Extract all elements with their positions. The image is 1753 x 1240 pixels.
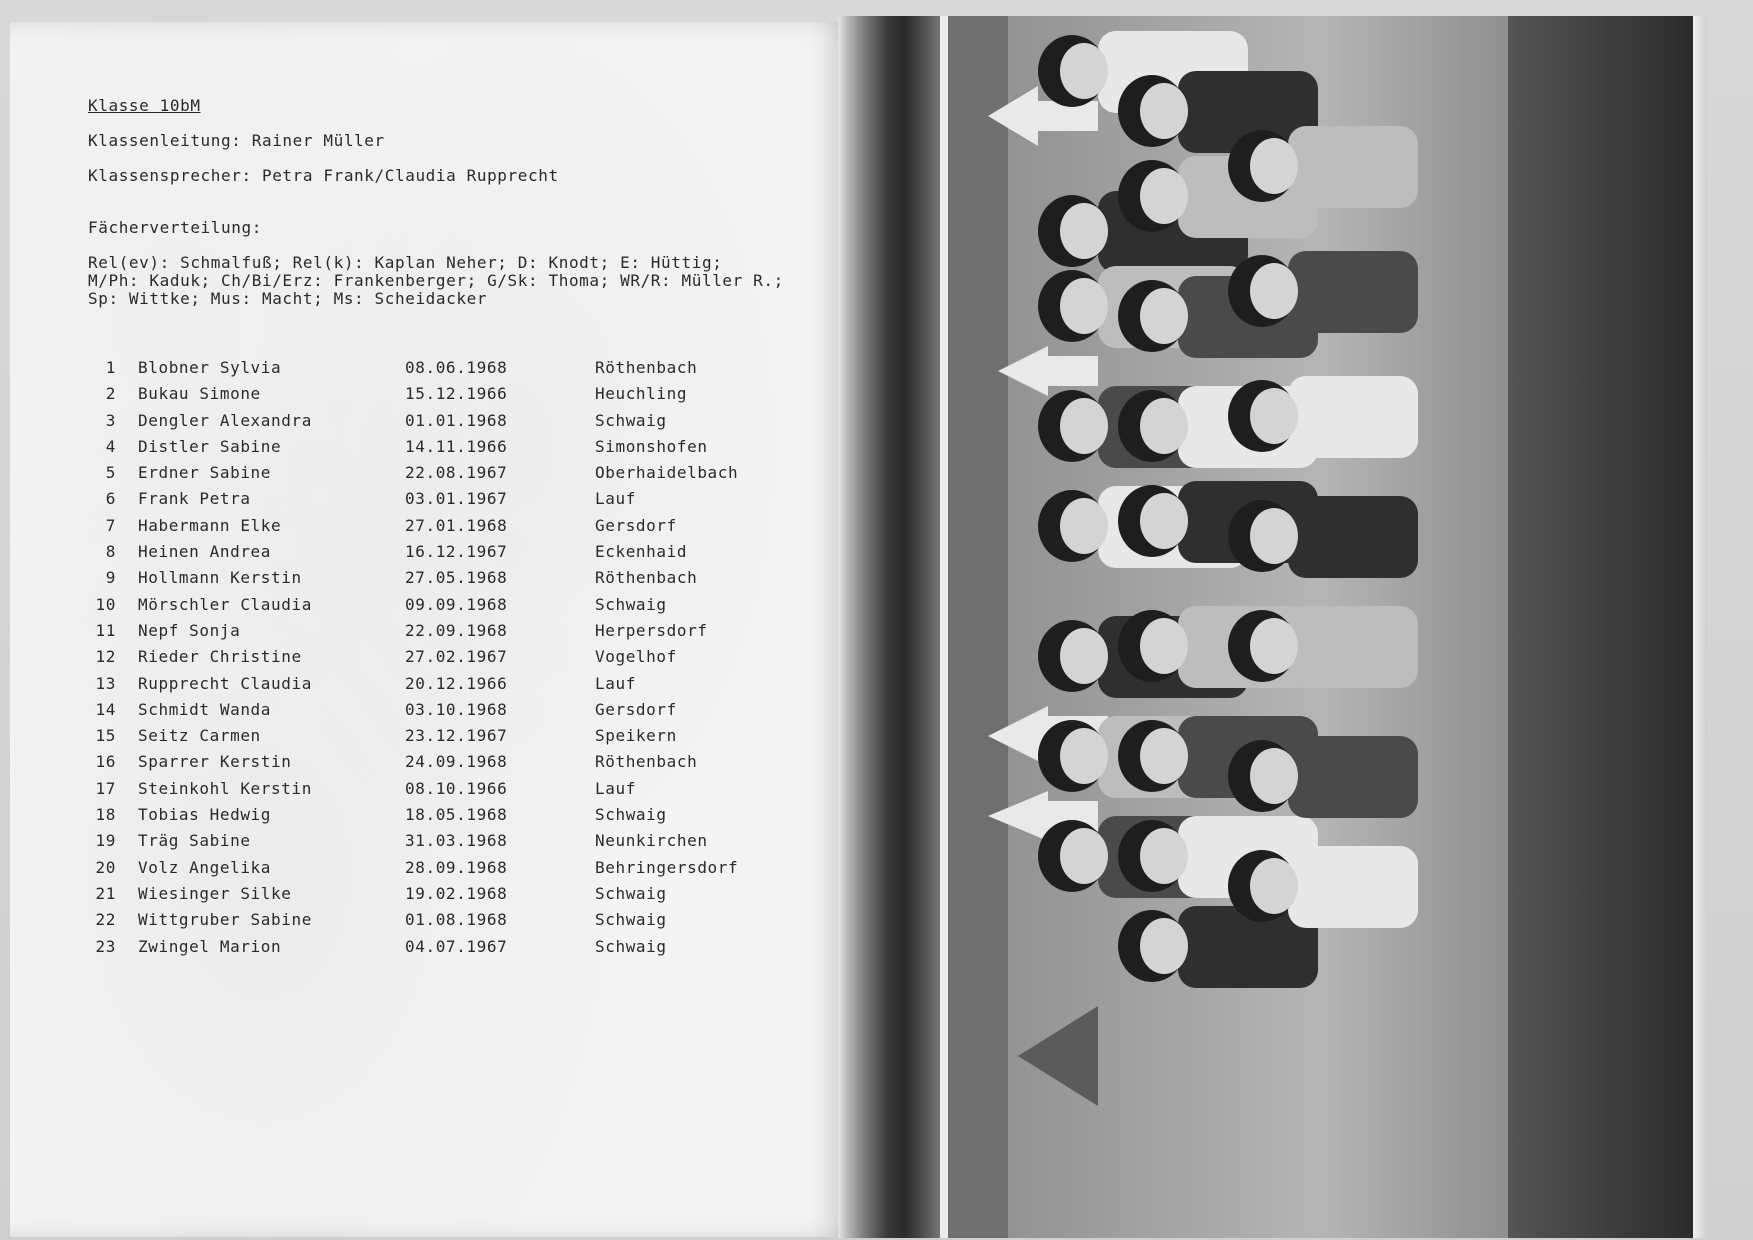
birth-date: 14.11.1966 [405,436,508,456]
student-face [1250,138,1298,194]
birth-date: 27.02.1967 [405,647,508,667]
roster-number: 4 [105,436,116,456]
birth-date: 01.08.1968 [405,910,508,930]
photo-wall-left [948,16,1008,1238]
student-name: Steinkohl Kerstin [138,778,312,798]
student-face [1060,278,1108,334]
birth-date: 31.03.1968 [405,831,508,851]
student-face [1250,858,1298,914]
student-face [1250,618,1298,674]
roster-number: 20 [95,857,116,877]
hometown: Vogelhof [595,647,677,667]
student-name: Heinen Andrea [138,542,272,562]
roster-number: 22 [95,910,116,930]
subjects-line: M/Ph: Kaduk; Ch/Bi/Erz: Frankenberger; G/Sk: Thoma; WR/R: Müller R.; [88,271,784,290]
roster-row [88,726,788,752]
student-body [1288,376,1418,458]
roster-row [88,437,788,463]
subjects-line: Rel(ev): Schmalfuß; Rel(k): Kaplan Neher; D: Knodt; E: Hüttig; [88,253,723,272]
student-name: Sparrer Kerstin [138,752,292,772]
student-body [1288,606,1418,688]
student-face [1060,398,1108,454]
student-name: Distler Sabine [138,436,282,456]
roster-row [88,568,788,594]
hometown: Gersdorf [595,699,677,719]
student-name: Wittgruber Sabine [138,910,312,930]
student-name: Wiesinger Silke [138,883,292,903]
student-face [1060,628,1108,684]
student-name: Rieder Christine [138,647,302,667]
student-face [1140,493,1188,549]
book-spine [838,16,948,1238]
hometown: Röthenbach [595,752,698,772]
student-name: Tobias Hedwig [138,805,272,825]
roster-number: 11 [95,620,116,640]
student-body [1288,251,1418,333]
student-body [1288,126,1418,208]
student-name: Frank Petra [138,489,251,509]
roster-number: 8 [105,542,116,562]
roster-row [88,858,788,884]
hometown: Heuchling [595,384,688,404]
roster-row [88,621,788,647]
hometown: Lauf [595,673,636,693]
page-edge [1693,16,1707,1238]
hometown: Speikern [595,726,677,746]
student-name: Habermann Elke [138,515,282,535]
student-name: Hollmann Kerstin [138,568,302,588]
student-face [1140,398,1188,454]
roster-number: 21 [95,883,116,903]
roster-row [88,910,788,936]
roster-number: 6 [105,489,116,509]
class-photo [948,16,1693,1238]
roster-number: 5 [105,463,116,483]
birth-date: 18.05.1968 [405,805,508,825]
hometown: Schwaig [595,594,667,614]
birth-date: 08.06.1968 [405,358,508,377]
roster-number: 3 [105,410,116,430]
roster-number: 17 [95,778,116,798]
roster-row [88,411,788,437]
hometown: Schwaig [595,410,667,430]
hometown: Oberhaidelbach [595,463,739,483]
student-name: Träg Sabine [138,831,251,851]
student-face [1140,828,1188,884]
student-name: Schmidt Wanda [138,699,272,719]
roster-row [88,647,788,673]
birth-date: 09.09.1968 [405,594,508,614]
student-body [1288,496,1418,578]
birth-date: 16.12.1967 [405,542,508,562]
student-face [1140,728,1188,784]
subjects-heading: Fächerverteilung: [88,218,262,237]
birth-date: 15.12.1966 [405,384,508,404]
student-body [1288,846,1418,928]
hometown: Gersdorf [595,515,677,535]
roster-row [88,779,788,805]
birth-date: 28.09.1968 [405,857,508,877]
student-face [1060,203,1108,259]
student-face [1250,748,1298,804]
student-name: Seitz Carmen [138,726,261,746]
birth-date: 19.02.1968 [405,883,508,903]
hometown: Schwaig [595,936,667,956]
student-face [1060,43,1108,99]
hometown: Eckenhaid [595,542,688,562]
roster-row [88,384,788,410]
student-face [1140,83,1188,139]
birth-date: 04.07.1967 [405,936,508,956]
hometown: Herpersdorf [595,620,708,640]
hometown: Schwaig [595,883,667,903]
roster-row [88,358,788,384]
roster-number: 9 [105,568,116,588]
roster-row [88,516,788,542]
hometown: Lauf [595,489,636,509]
roster-number: 1 [105,358,116,377]
birth-date: 27.01.1968 [405,515,508,535]
hometown: Neunkirchen [595,831,708,851]
birth-date: 20.12.1966 [405,673,508,693]
birth-date: 08.10.1966 [405,778,508,798]
hometown: Simonshofen [595,436,708,456]
roster-row [88,595,788,621]
roster-number: 13 [95,673,116,693]
roster-number: 2 [105,384,116,404]
student-name: Zwingel Marion [138,936,282,956]
class-title: Klasse 10bM [88,96,201,115]
hometown: Schwaig [595,910,667,930]
roster-row [88,752,788,778]
student-face [1060,728,1108,784]
student-face [1250,263,1298,319]
birth-date: 22.08.1967 [405,463,508,483]
student-face [1250,508,1298,564]
birth-date: 03.10.1968 [405,699,508,719]
hometown: Lauf [595,778,636,798]
photo-floor [1508,16,1693,1238]
student-face [1250,388,1298,444]
roster-row [88,700,788,726]
birth-date: 24.09.1968 [405,752,508,772]
roster-number: 12 [95,647,116,667]
student-name: Blobner Sylvia [138,358,282,377]
student-name: Dengler Alexandra [138,410,312,430]
hometown: Röthenbach [595,358,698,377]
roster-row [88,463,788,489]
hometown: Röthenbach [595,568,698,588]
student-name: Erdner Sabine [138,463,272,483]
roster-number: 10 [95,594,116,614]
student-name: Volz Angelika [138,857,272,877]
birth-date: 03.01.1967 [405,489,508,509]
roster-number: 15 [95,726,116,746]
roster-row [88,937,788,963]
student-face [1140,288,1188,344]
student-roster [88,358,788,963]
class-teacher: Klassenleitung: Rainer Müller [88,131,385,150]
student-face [1140,918,1188,974]
roster-number: 19 [95,831,116,851]
student-face [1060,498,1108,554]
roster-number: 16 [95,752,116,772]
student-name: Nepf Sonja [138,620,241,640]
roster-row [88,489,788,515]
hometown: Behringersdorf [595,857,739,877]
roster-number: 23 [95,936,116,956]
student-name: Mörschler Claudia [138,594,312,614]
birth-date: 22.09.1968 [405,620,508,640]
roster-number: 14 [95,699,116,719]
student-face [1140,168,1188,224]
student-name: Bukau Simone [138,384,261,404]
roster-row [88,674,788,700]
roster-row [88,542,788,568]
roster-number: 7 [105,515,116,535]
student-body [1288,736,1418,818]
roster-row [88,805,788,831]
roster-number: 18 [95,805,116,825]
birth-date: 27.05.1968 [405,568,508,588]
subjects-line: Sp: Wittke; Mus: Macht; Ms: Scheidacker [88,289,488,308]
birth-date: 01.01.1968 [405,410,508,430]
hometown: Schwaig [595,805,667,825]
class-speakers: Klassensprecher: Petra Frank/Claudia Rupprecht [88,166,559,185]
student-face [1140,618,1188,674]
student-name: Rupprecht Claudia [138,673,312,693]
class-photo-image [948,16,1693,1238]
birth-date: 23.12.1967 [405,726,508,746]
roster-row [88,884,788,910]
student-face [1060,828,1108,884]
roster-row [88,831,788,857]
